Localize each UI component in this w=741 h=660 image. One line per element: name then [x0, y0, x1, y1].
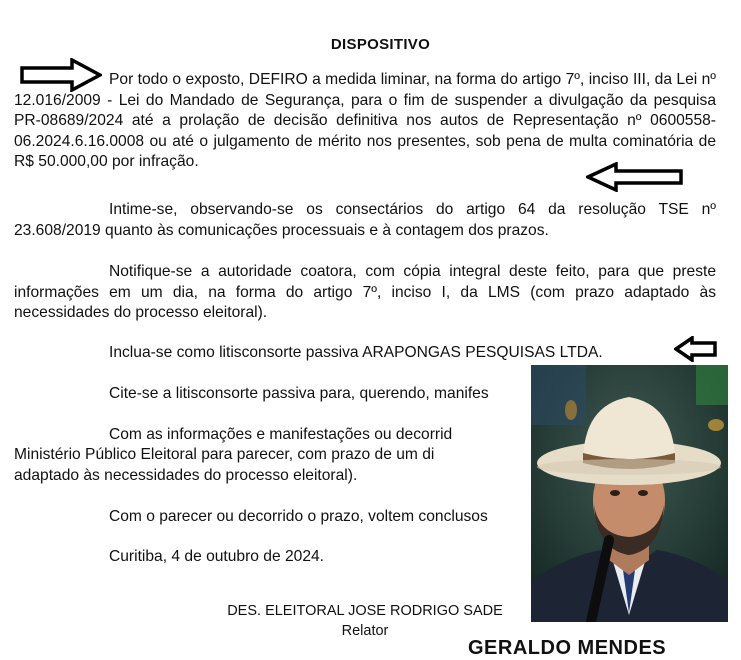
paragraph-information-line1: Com as informações e manifestações ou decorrid [109, 426, 453, 443]
signature-role: Relator [341, 623, 389, 639]
photo-caption: GERALDO MENDES [468, 637, 667, 659]
paragraph-intimation: Intime-se, observando-se os consectários do artigo 64 da resolução TSE nº 23.608/2019 quanto às comunicações processuais e à contagem dos prazos. [14, 201, 716, 239]
paragraph-citation: Cite-se a litisconsorte passiva para, querendo, manifes [109, 385, 489, 402]
document-date-place: Curitiba, 4 de outubro de 2024. [109, 548, 325, 565]
right-arrow-icon [20, 58, 102, 92]
paragraph-conclusion: Com o parecer ou decorrido o prazo, voltem conclusos [109, 508, 488, 525]
document-heading: DISPOSITIVO [330, 36, 431, 53]
left-arrow-icon [674, 336, 718, 362]
paragraph-information-line3: adaptado às necessidades do processo eleitoral). [14, 467, 358, 484]
paragraph-deferral: Por todo o exposto, DEFIRO a medida liminar, na forma do artigo 7º, inciso III, da Lei nº 12.016/2009 - Lei do Mandado de Segurança, para o fim de suspender a divulgação da pesquisa PR-08689/2024 até a prolação de decisão definitiva nos autos de Representação nº 0600558-06.2024.6.16.0008 ou até o julgamento de mérito nos presentes, sob pena de multa cominatória de R$ 50.000,00 por infração. [14, 71, 716, 170]
paragraph-information-line2: Ministério Público Eleitoral para parecer, com prazo de um di [14, 446, 435, 463]
paragraph-notification: Notifique-se a autoridade coatora, com cópia integral deste feito, para que preste informações em um dia, na forma do artigo 7º, inciso I, da LMS (com prazo adaptado às necessidades do processo eleitoral). [14, 263, 716, 321]
left-arrow-icon [586, 162, 684, 192]
signature-name: DES. ELEITORAL JOSE RODRIGO SADE [227, 603, 503, 619]
paragraph-litisconsort: Inclua-se como litisconsorte passiva ARAPONGAS PESQUISAS LTDA. [109, 344, 603, 361]
person-photo [531, 365, 728, 622]
